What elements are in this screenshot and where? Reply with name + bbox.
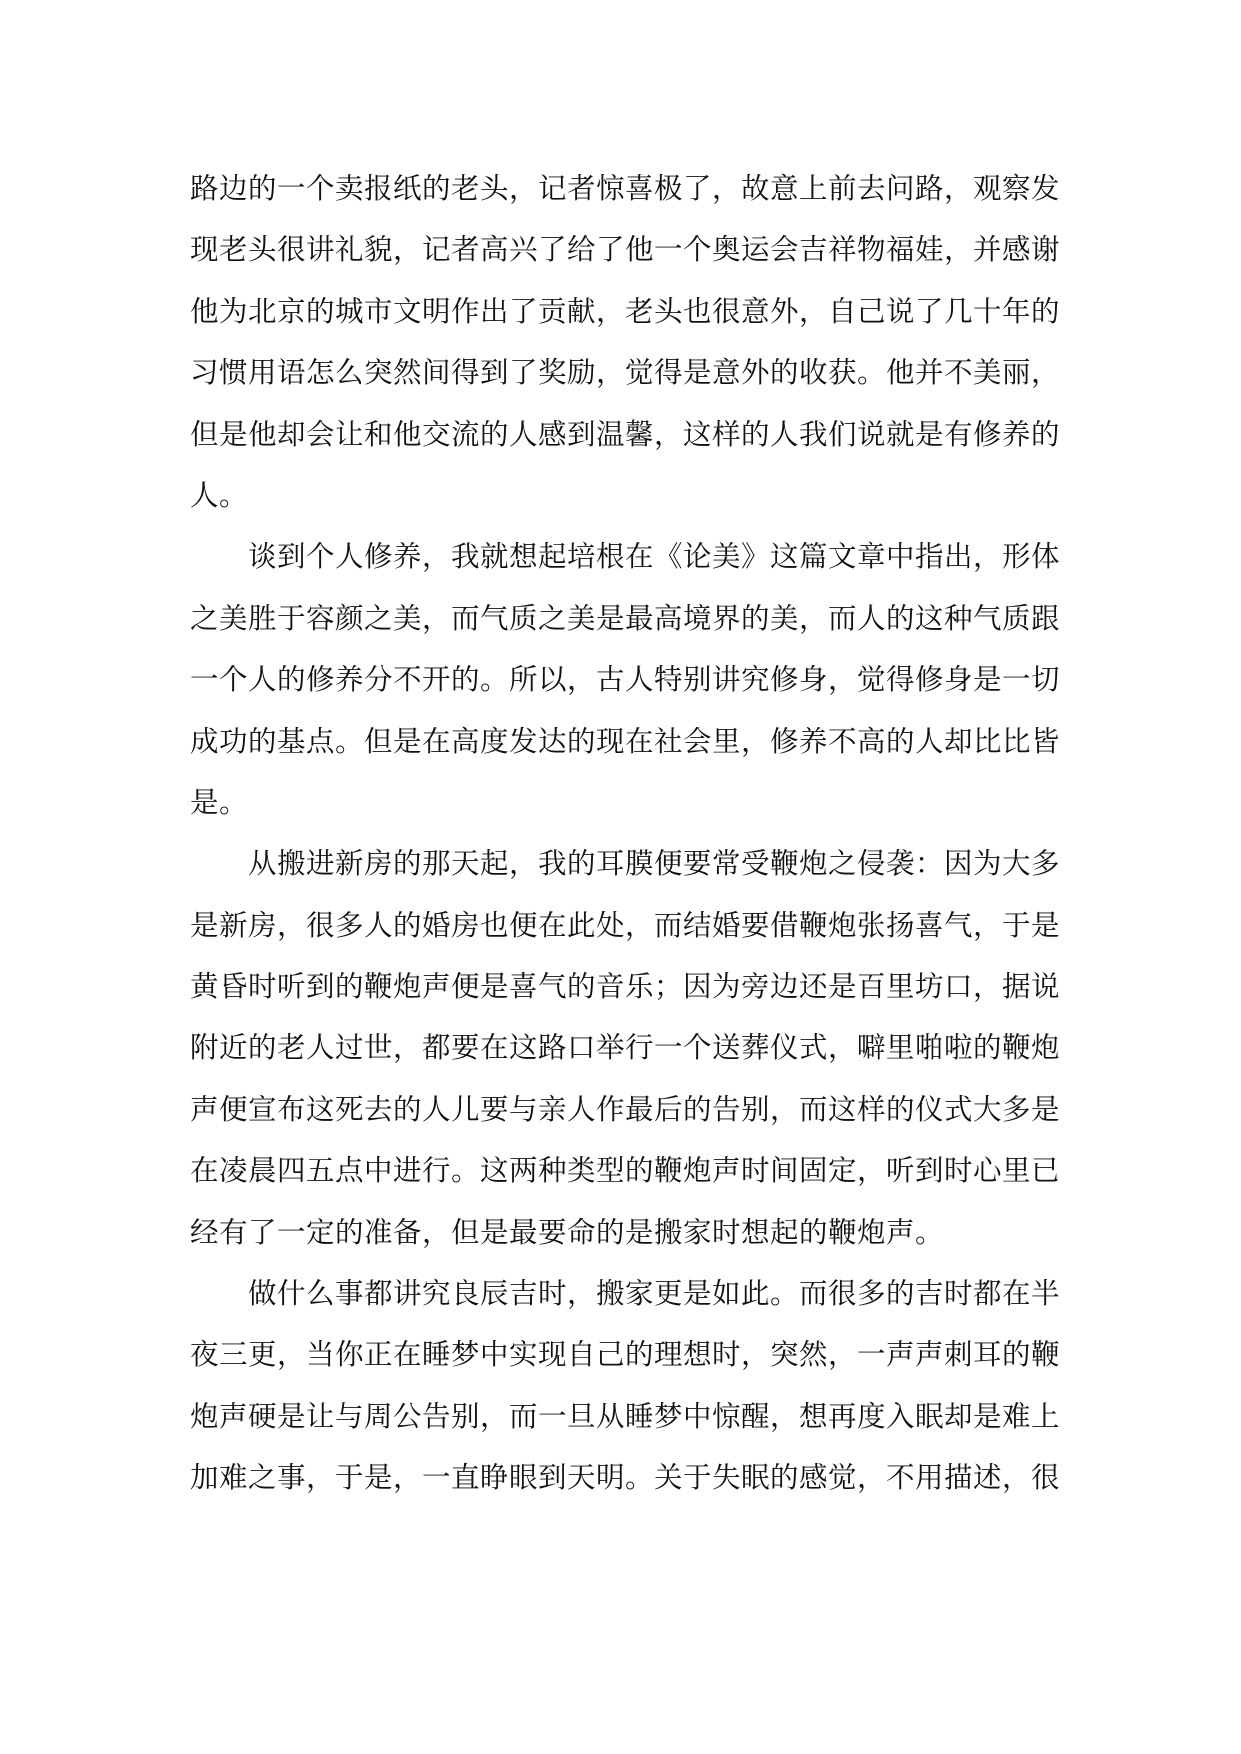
text-line: 加难之事，于是，一直睁眼到天明。关于失眠的感觉，不用描述，很 bbox=[190, 1461, 1061, 1495]
text-line: 夜三更，当你正在睡梦中实现自己的理想时，突然，一声声刺耳的鞭 bbox=[190, 1338, 1061, 1372]
text-line: 现老头很讲礼貌，记者高兴了给了他一个奥运会吉祥物福娃，并感谢 bbox=[190, 233, 1061, 267]
text-line: 路边的一个卖报纸的老头，记者惊喜极了，故意上前去问路，观察发 bbox=[190, 172, 1061, 205]
text-line: 声便宣布这死去的人儿要与亲人作最后的告别，而这样的仪式大多是 bbox=[190, 1092, 1061, 1126]
text-line: 但是他却会让和他交流的人感到温馨，这样的人我们说就是有修养的 bbox=[190, 417, 1061, 451]
text-line: 在凌晨四五点中进行。这两种类型的鞭炮声时间固定，听到时心里已 bbox=[190, 1154, 1061, 1188]
text-line: 炮声硬是让与周公告别，而一旦从睡梦中惊醒，想再度入眠却是难上 bbox=[190, 1399, 1061, 1433]
text-line: 做什么事都讲究良辰吉时，搬家更是如此。而很多的吉时都在半 bbox=[190, 1277, 1061, 1311]
body-text bbox=[190, 158, 1061, 1509]
text-line: 黄昏时听到的鞭炮声便是喜气的音乐；因为旁边还是百里坊口，据说 bbox=[190, 970, 1061, 1004]
text-line: 经有了一定的准备，但是最要命的是搬家时想起的鞭炮声。 bbox=[190, 1215, 945, 1249]
text-line: 是新房，很多人的婚房也便在此处，而结婚要借鞭炮张扬喜气，于是 bbox=[190, 908, 1061, 942]
text-line: 附近的老人过世，都要在这路口举行一个送葬仪式，噼里啪啦的鞭炮 bbox=[190, 1031, 1061, 1065]
text-line: 习惯用语怎么突然间得到了奖励，觉得是意外的收获。他并不美丽， bbox=[190, 356, 1061, 390]
text-line: 成功的基点。但是在高度发达的现在社会里，修养不高的人却比比皆 bbox=[190, 724, 1061, 758]
text-line: 他为北京的城市文明作出了贡献，老头也很意外，自己说了几十年的 bbox=[190, 294, 1061, 328]
text-line: 从搬进新房的那天起，我的耳膜便要常受鞭炮之侵袭：因为大多 bbox=[190, 847, 1061, 881]
text-line: 是。 bbox=[190, 785, 249, 819]
text-line: 一个人的修养分不开的。所以，古人特别讲究修身，觉得修身是一切 bbox=[190, 663, 1061, 697]
text-line: 之美胜于容颜之美，而气质之美是最高境界的美，而人的这种气质跟 bbox=[190, 601, 1061, 635]
text-line: 谈到个人修养，我就想起培根在《论美》这篇文章中指出，形体 bbox=[190, 540, 1061, 574]
text-line: 人。 bbox=[190, 478, 249, 512]
